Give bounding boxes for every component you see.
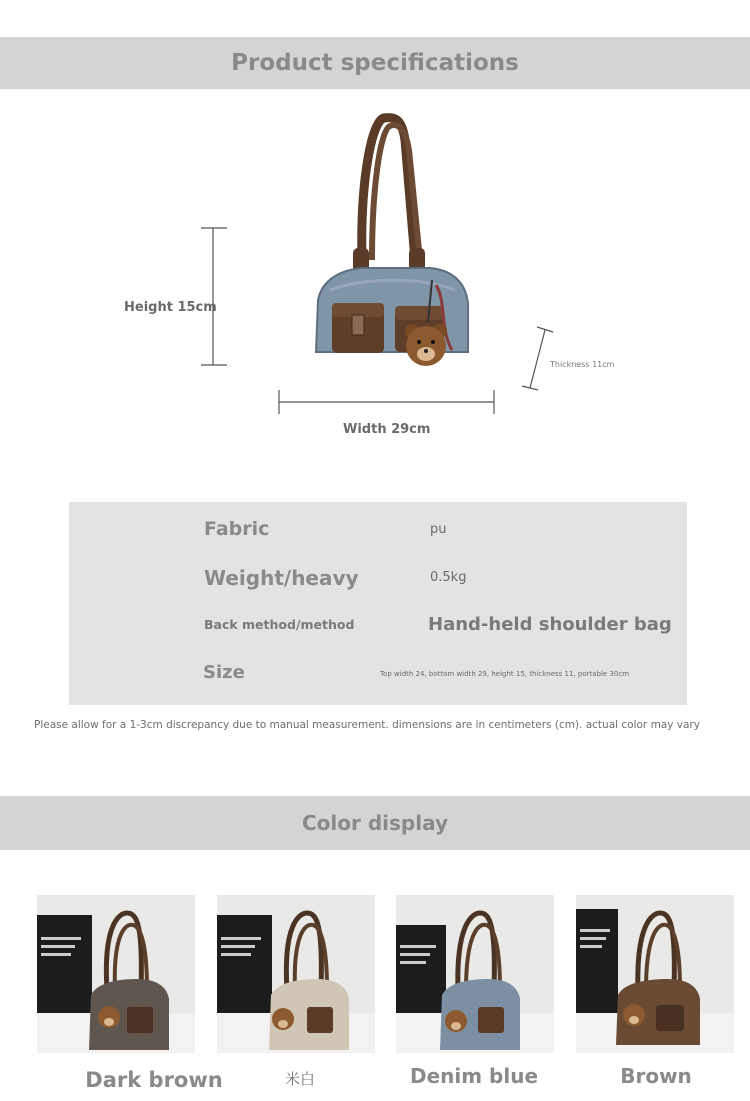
spec-value-carry-method: Hand-held shoulder bag xyxy=(428,614,672,635)
height-dimension-line xyxy=(201,228,227,365)
color-photo-off-white xyxy=(217,895,375,1053)
spec-label-fabric: Fabric xyxy=(204,518,270,540)
color-name-dark-brown: Dark brown xyxy=(85,1068,223,1092)
color-name-brown: Brown xyxy=(620,1064,692,1088)
color-name-denim-blue: Denim blue xyxy=(409,1064,539,1088)
color-photo-brown xyxy=(576,895,734,1053)
color-photo-denim-blue xyxy=(396,895,554,1053)
height-label: Height 15cm xyxy=(124,300,217,315)
color-name-off-white: 米白 xyxy=(284,1070,315,1088)
spec-label-size: Size xyxy=(203,662,245,683)
thickness-label: Thickness 11cm xyxy=(550,360,615,369)
bag-illustration xyxy=(316,118,468,366)
width-label: Width 29cm xyxy=(343,422,431,437)
spec-label-carry-method: Back method/method xyxy=(204,617,355,632)
spec-label-weight: Weight/heavy xyxy=(204,566,359,590)
section-title-specifications: Product specifications xyxy=(0,37,750,89)
measurement-note: Please allow for a 1-3cm discrepancy due to manual measurement. dimensions are in centimeters (cm). actual color may vary xyxy=(34,719,700,731)
color-photo-dark-brown xyxy=(37,895,195,1053)
spec-value-fabric: pu xyxy=(430,522,447,537)
spec-table xyxy=(69,502,687,705)
thickness-dimension-line xyxy=(522,327,553,390)
width-dimension-line xyxy=(279,390,494,414)
section-title-colors: Color display xyxy=(0,796,750,850)
spec-value-weight: 0.5kg xyxy=(430,570,467,585)
spec-value-size: Top width 24, bottom width 29, height 15, thickness 11, portable 30cm xyxy=(380,670,630,678)
product-dimension-diagram xyxy=(0,100,750,460)
